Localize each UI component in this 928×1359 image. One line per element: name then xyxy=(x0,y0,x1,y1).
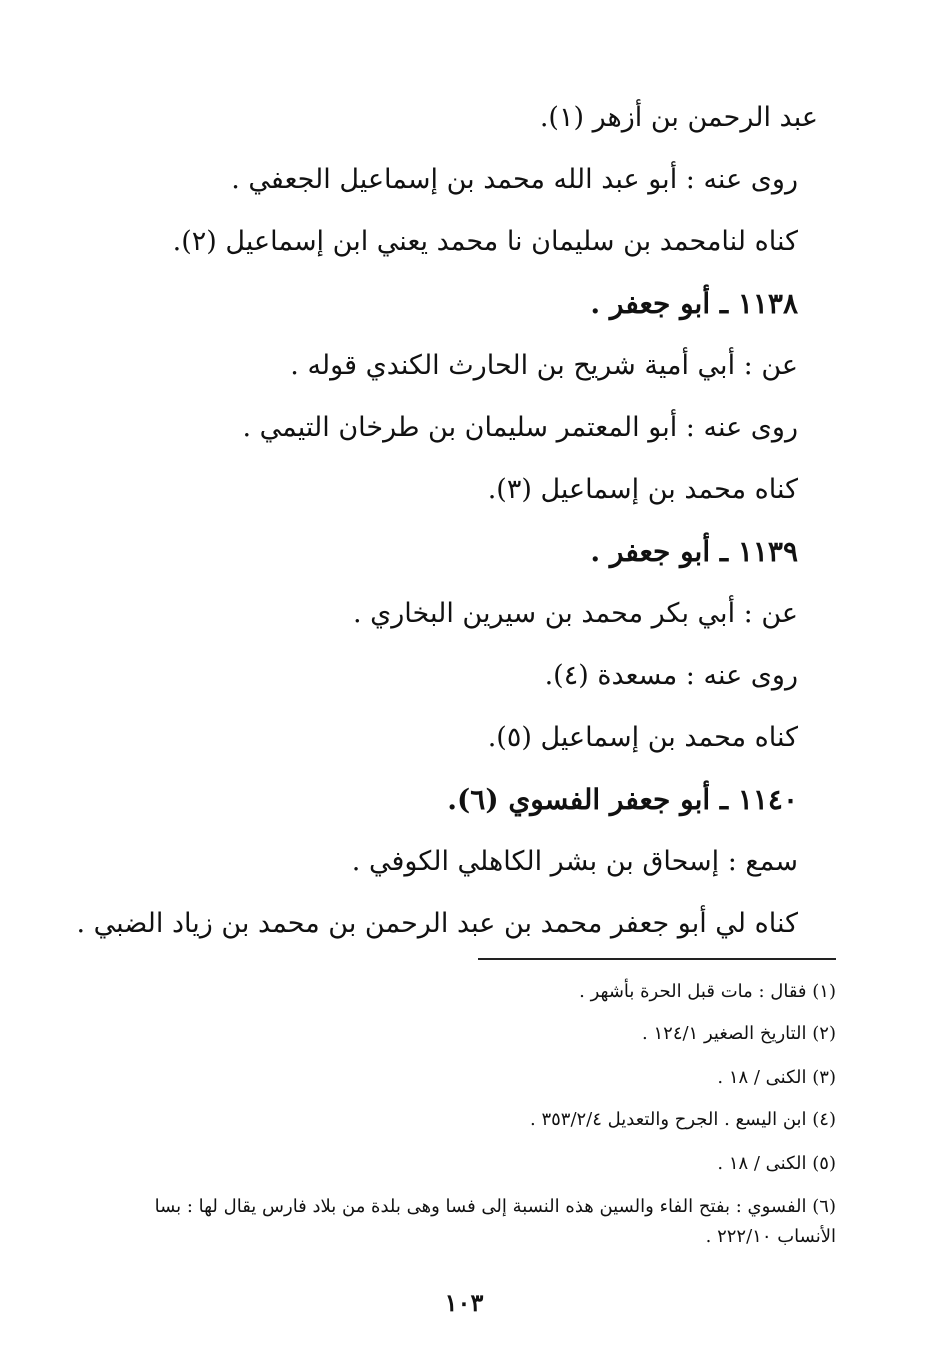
entry-heading-1138: ١١٣٨ ـ أبو جعفر . xyxy=(590,287,798,320)
footnote-separator xyxy=(478,958,836,960)
entry-heading-1140: ١١٤٠ ـ أبو جعفر الفسوي (٦). xyxy=(447,783,798,816)
entry-heading-1139: ١١٣٩ ـ أبو جعفر . xyxy=(590,535,798,568)
footnote-4: (٤) ابن اليسع . الجرح والتعديل ٣٥٣/٢/٤ . xyxy=(529,1109,836,1130)
footnote-2: (٢) التاريخ الصغير ١٢٤/١ . xyxy=(642,1023,836,1044)
text-line-3: كناه لنامحمد بن سليمان نا محمد يعني ابن إسماعيل (٢). xyxy=(172,226,798,257)
footnote-6: (٦) الفسوي : بفتح الفاء والسين هذه النسبة إلى فسا وهى بلدة من بلاد فارس يقال لها : بسا الأنساب ٢٢٢/١٠ . xyxy=(154,1196,836,1247)
text-line-11: كناه محمد بن إسماعيل (٥). xyxy=(487,722,798,753)
text-line-14: كناه لي أبو جعفر محمد بن عبد الرحمن بن محمد بن زياد الضبي . xyxy=(76,908,798,939)
text-line-9: عن : أبي بكر محمد بن سيرين البخاري . xyxy=(352,598,798,629)
text-line-10: روى عنه : مسعدة (٤). xyxy=(544,660,798,691)
footnote-1: (١) فقال : مات قبل الحرة بأشهر . xyxy=(579,981,836,1002)
text-line-6: روى عنه : أبو المعتمر سليمان بن طرخان التيمي . xyxy=(242,412,798,443)
footnote-3: (٣) الكنى / ١٨ . xyxy=(717,1067,836,1088)
footnote-5: (٥) الكنى / ١٨ . xyxy=(717,1153,836,1174)
text-line-7: كناه محمد بن إسماعيل (٣). xyxy=(487,474,798,505)
text-line-2: روى عنه : أبو عبد الله محمد بن إسماعيل الجعفي . xyxy=(231,164,798,195)
text-line-13: سمع : إسحاق بن بشر الكاهلي الكوفي . xyxy=(351,846,798,877)
text-line-1: عبد الرحمن بن أزهر (١). xyxy=(539,102,818,133)
page-number: ١٠٣ xyxy=(444,1288,484,1317)
text-line-5: عن : أبي أمية شريح بن الحارث الكندي قوله . xyxy=(290,350,798,381)
